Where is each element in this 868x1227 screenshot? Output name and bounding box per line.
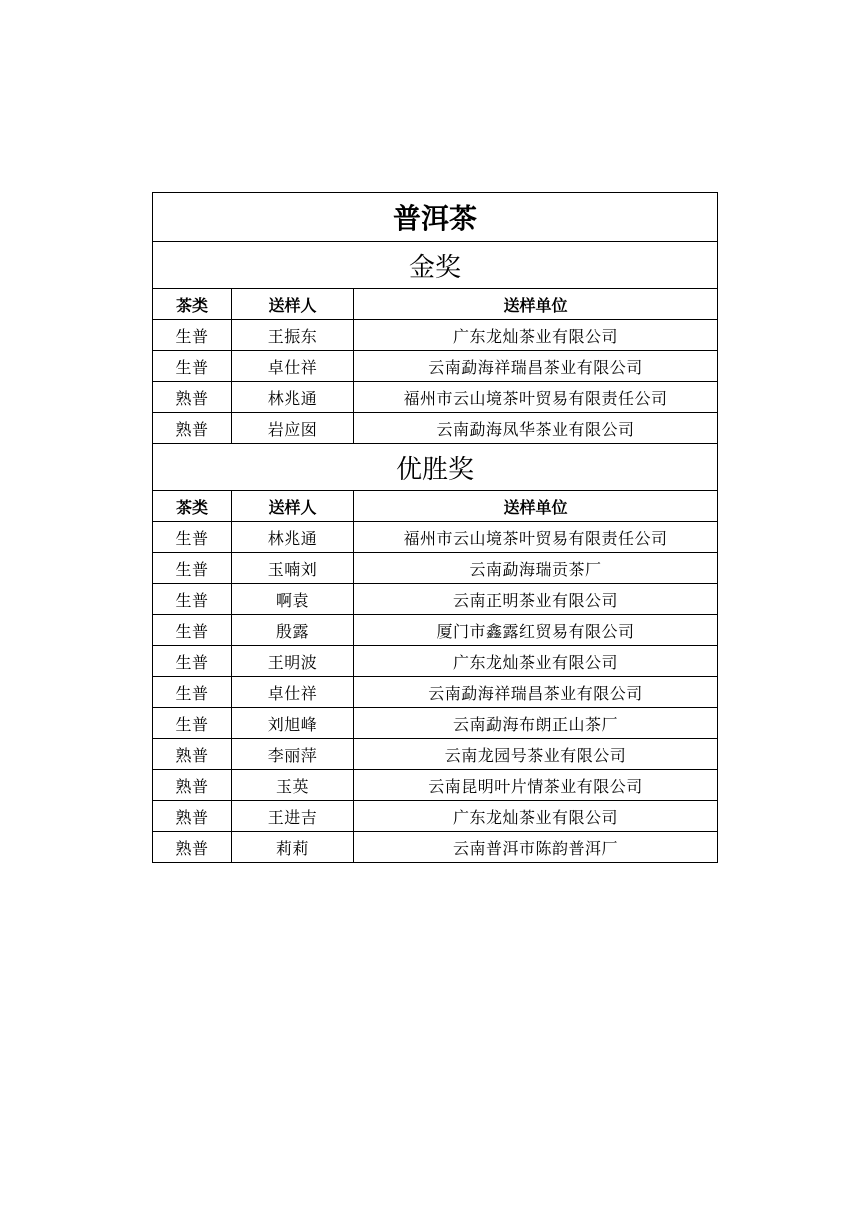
tea-type-cell: 生普 bbox=[153, 584, 232, 615]
organization-cell: 福州市云山境茶叶贸易有限责任公司 bbox=[354, 382, 718, 413]
tea-type-cell: 熟普 bbox=[153, 382, 232, 413]
sender-cell: 卓仕祥 bbox=[232, 677, 354, 708]
organization-cell: 广东龙灿茶业有限公司 bbox=[354, 646, 718, 677]
column-header: 送样人 bbox=[232, 289, 354, 320]
column-header-row bbox=[153, 289, 718, 320]
tea-type-cell: 生普 bbox=[153, 320, 232, 351]
sender-cell: 啊袁 bbox=[232, 584, 354, 615]
table-row bbox=[153, 382, 718, 413]
title-row bbox=[153, 193, 718, 242]
column-header: 送样单位 bbox=[354, 289, 718, 320]
sender-cell: 玉英 bbox=[232, 770, 354, 801]
column-header: 送样单位 bbox=[354, 491, 718, 522]
organization-cell: 云南勐海祥瑞昌茶业有限公司 bbox=[354, 351, 718, 382]
tea-type-cell: 生普 bbox=[153, 522, 232, 553]
organization-cell: 云南勐海布朗正山茶厂 bbox=[354, 708, 718, 739]
section-row bbox=[153, 444, 718, 491]
organization-cell: 厦门市鑫露红贸易有限公司 bbox=[354, 615, 718, 646]
table-row bbox=[153, 413, 718, 444]
column-header: 茶类 bbox=[153, 491, 232, 522]
table-row bbox=[153, 553, 718, 584]
sender-cell: 殷露 bbox=[232, 615, 354, 646]
tea-type-cell: 熟普 bbox=[153, 770, 232, 801]
sender-cell: 王明波 bbox=[232, 646, 354, 677]
tea-type-cell: 生普 bbox=[153, 553, 232, 584]
organization-cell: 云南昆明叶片情茶业有限公司 bbox=[354, 770, 718, 801]
column-header: 茶类 bbox=[153, 289, 232, 320]
tea-type-cell: 熟普 bbox=[153, 801, 232, 832]
sender-cell: 王振东 bbox=[232, 320, 354, 351]
tea-type-cell: 生普 bbox=[153, 646, 232, 677]
organization-cell: 广东龙灿茶业有限公司 bbox=[354, 320, 718, 351]
sender-cell: 岩应囡 bbox=[232, 413, 354, 444]
organization-cell: 云南勐海凤华茶业有限公司 bbox=[354, 413, 718, 444]
sender-cell: 林兆通 bbox=[232, 522, 354, 553]
table-row bbox=[153, 646, 718, 677]
column-header: 送样人 bbox=[232, 491, 354, 522]
organization-cell: 福州市云山境茶叶贸易有限责任公司 bbox=[354, 522, 718, 553]
sender-cell: 刘旭峰 bbox=[232, 708, 354, 739]
tea-type-cell: 生普 bbox=[153, 708, 232, 739]
sender-cell: 李丽萍 bbox=[232, 739, 354, 770]
table-row bbox=[153, 522, 718, 553]
organization-cell: 云南普洱市陈韵普洱厂 bbox=[354, 832, 718, 863]
table-row bbox=[153, 770, 718, 801]
tea-type-cell: 生普 bbox=[153, 615, 232, 646]
sender-cell: 莉莉 bbox=[232, 832, 354, 863]
tea-type-cell: 熟普 bbox=[153, 832, 232, 863]
table-row bbox=[153, 708, 718, 739]
section-title: 优胜奖 bbox=[153, 444, 718, 491]
tea-type-cell: 熟普 bbox=[153, 739, 232, 770]
table-title: 普洱茶 bbox=[153, 193, 718, 242]
table-row bbox=[153, 615, 718, 646]
organization-cell: 云南龙园号茶业有限公司 bbox=[354, 739, 718, 770]
award-table bbox=[152, 192, 718, 863]
table-row bbox=[153, 677, 718, 708]
organization-cell: 云南正明茶业有限公司 bbox=[354, 584, 718, 615]
table-row bbox=[153, 351, 718, 382]
table-row bbox=[153, 320, 718, 351]
sender-cell: 卓仕祥 bbox=[232, 351, 354, 382]
organization-cell: 广东龙灿茶业有限公司 bbox=[354, 801, 718, 832]
table-row bbox=[153, 801, 718, 832]
sender-cell: 林兆通 bbox=[232, 382, 354, 413]
table-row bbox=[153, 739, 718, 770]
section-title: 金奖 bbox=[153, 242, 718, 289]
organization-cell: 云南勐海祥瑞昌茶业有限公司 bbox=[354, 677, 718, 708]
column-header-row bbox=[153, 491, 718, 522]
tea-type-cell: 生普 bbox=[153, 677, 232, 708]
table-row bbox=[153, 584, 718, 615]
section-row bbox=[153, 242, 718, 289]
tea-type-cell: 生普 bbox=[153, 351, 232, 382]
table-row bbox=[153, 832, 718, 863]
organization-cell: 云南勐海瑞贡茶厂 bbox=[354, 553, 718, 584]
sender-cell: 王进吉 bbox=[232, 801, 354, 832]
sender-cell: 玉喃刘 bbox=[232, 553, 354, 584]
tea-type-cell: 熟普 bbox=[153, 413, 232, 444]
